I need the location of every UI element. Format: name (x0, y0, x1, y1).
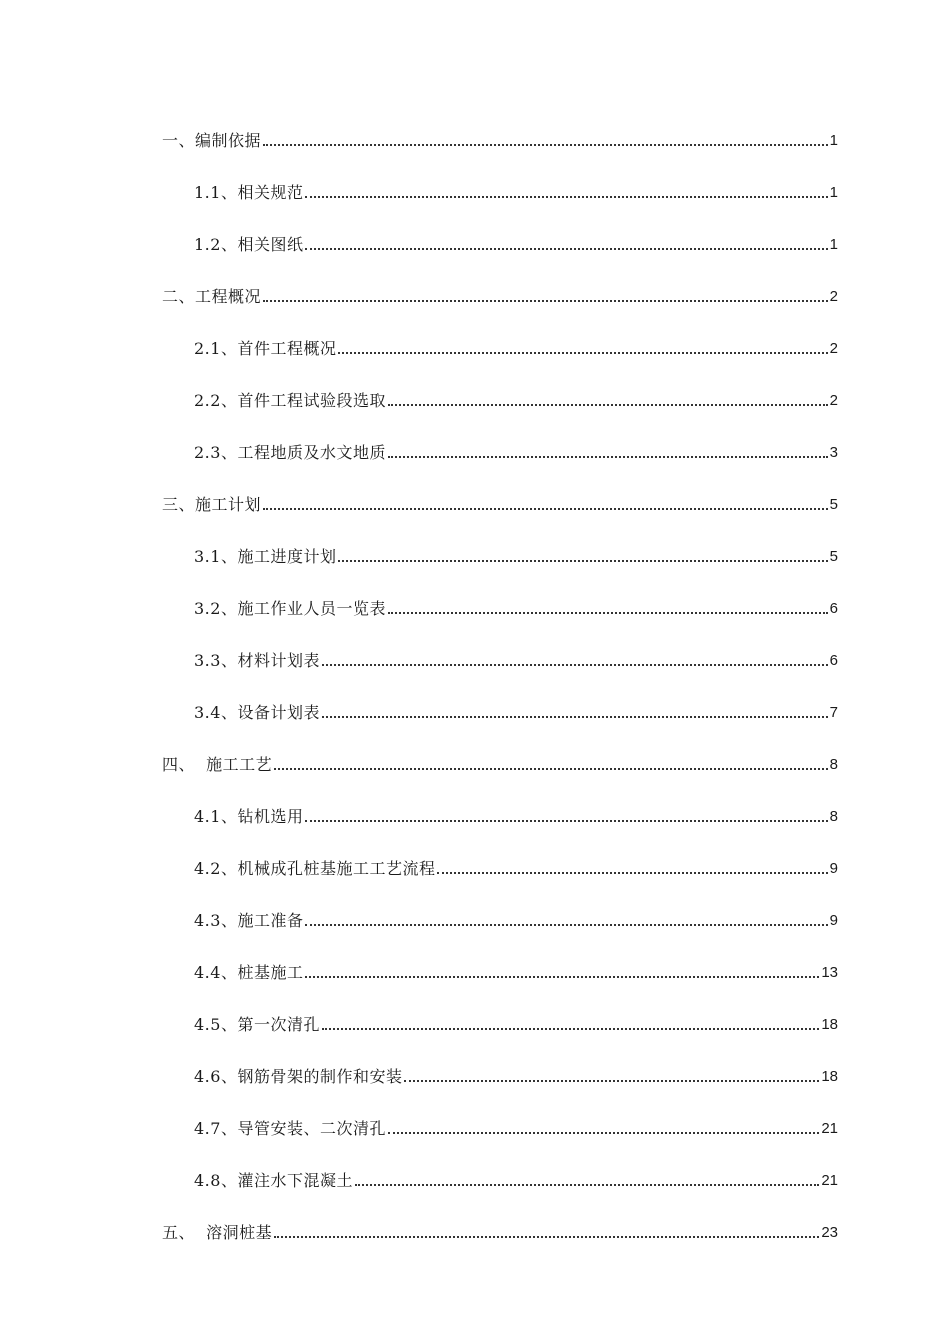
toc-page-number: 2 (829, 340, 838, 357)
toc-entry[interactable] (162, 940, 838, 992)
toc-page-number: 21 (821, 1172, 838, 1189)
toc-entry[interactable] (162, 576, 838, 628)
toc-entry-label: 二、工程概况 (162, 287, 262, 306)
toc-entry[interactable] (162, 1148, 838, 1200)
toc-entry-label: 4.7、导管安装、二次清孔 (194, 1119, 386, 1138)
toc-dot-leader (388, 1132, 819, 1134)
toc-dot-leader (388, 612, 828, 614)
toc-dot-leader (305, 196, 827, 198)
toc-page-number: 5 (829, 548, 838, 565)
toc-dot-leader (388, 456, 828, 458)
toc-dot-leader (322, 664, 828, 666)
toc-entry[interactable] (162, 420, 838, 472)
toc-entry[interactable] (162, 212, 838, 264)
toc-page-number: 23 (821, 1224, 838, 1241)
toc-entry[interactable] (162, 524, 838, 576)
table-of-contents (162, 108, 838, 1252)
toc-entry-label: 4.6、钢筋骨架的制作和安装 (194, 1067, 403, 1086)
toc-page-number: 1 (829, 236, 838, 253)
toc-entry[interactable] (162, 1200, 838, 1252)
toc-entry-label: 2.3、工程地质及水文地质 (194, 443, 386, 462)
toc-page-number: 6 (829, 600, 838, 617)
toc-entry[interactable] (162, 1044, 838, 1096)
toc-entry-label: 四、 施工工艺 (162, 755, 273, 774)
toc-dot-leader (263, 144, 828, 146)
toc-dot-leader (305, 976, 819, 978)
toc-entry-label: 1.2、相关图纸 (194, 235, 304, 254)
toc-page-number: 7 (829, 704, 838, 721)
toc-dot-leader (305, 924, 827, 926)
toc-entry-label: 1.1、相关规范 (194, 183, 304, 202)
toc-entry[interactable] (162, 732, 838, 784)
toc-page-number: 9 (829, 912, 838, 929)
toc-entry[interactable] (162, 264, 838, 316)
toc-page-number: 3 (829, 444, 838, 461)
toc-entry[interactable] (162, 888, 838, 940)
toc-dot-leader (338, 352, 827, 354)
toc-page-number: 8 (829, 756, 838, 773)
toc-entry-label: 3.4、设备计划表 (194, 703, 320, 722)
toc-page-number: 21 (821, 1120, 838, 1137)
toc-entry[interactable] (162, 992, 838, 1044)
toc-entry-label: 一、编制依据 (162, 131, 262, 150)
toc-dot-leader (263, 300, 828, 302)
toc-entry[interactable] (162, 472, 838, 524)
toc-page-number: 5 (829, 496, 838, 513)
toc-entry-label: 4.8、灌注水下混凝土 (194, 1171, 353, 1190)
toc-dot-leader (437, 872, 827, 874)
toc-page-number: 8 (829, 808, 838, 825)
toc-page-number: 13 (821, 964, 838, 981)
toc-entry[interactable] (162, 628, 838, 680)
toc-entry-label: 五、 溶洞桩基 (162, 1223, 273, 1242)
toc-entry[interactable] (162, 108, 838, 160)
toc-dot-leader (274, 768, 827, 770)
toc-page-number: 18 (821, 1068, 838, 1085)
toc-dot-leader (263, 508, 828, 510)
toc-dot-leader (305, 820, 827, 822)
toc-dot-leader (274, 1236, 819, 1238)
toc-entry[interactable] (162, 784, 838, 836)
toc-dot-leader (305, 248, 827, 250)
toc-entry-label: 3.3、材料计划表 (194, 651, 320, 670)
toc-dot-leader (322, 1028, 819, 1030)
toc-page-number: 9 (829, 860, 838, 877)
toc-entry-label: 2.1、首件工程概况 (194, 339, 337, 358)
toc-entry-label: 4.4、桩基施工 (194, 963, 304, 982)
toc-entry-label: 三、施工计划 (162, 495, 262, 514)
toc-page-number: 2 (829, 288, 838, 305)
toc-entry[interactable] (162, 1096, 838, 1148)
toc-dot-leader (355, 1184, 819, 1186)
toc-entry[interactable] (162, 368, 838, 420)
toc-page-number: 1 (829, 184, 838, 201)
toc-page-number: 2 (829, 392, 838, 409)
toc-entry[interactable] (162, 680, 838, 732)
toc-entry-label: 3.2、施工作业人员一览表 (194, 599, 386, 618)
toc-entry-label: 4.5、第一次清孔 (194, 1015, 320, 1034)
toc-entry[interactable] (162, 160, 838, 212)
toc-page-number: 1 (829, 132, 838, 149)
toc-dot-leader (404, 1080, 819, 1082)
toc-entry-label: 4.3、施工准备 (194, 911, 304, 930)
toc-dot-leader (322, 716, 828, 718)
toc-page-number: 18 (821, 1016, 838, 1033)
toc-entry[interactable] (162, 836, 838, 888)
toc-entry-label: 4.2、机械成孔桩基施工工艺流程 (194, 859, 436, 878)
toc-entry-label: 2.2、首件工程试验段选取 (194, 391, 386, 410)
toc-entry-label: 3.1、施工进度计划 (194, 547, 337, 566)
toc-dot-leader (388, 404, 828, 406)
toc-entry[interactable] (162, 316, 838, 368)
toc-entry-label: 4.1、钻机选用 (194, 807, 304, 826)
toc-page-number: 6 (829, 652, 838, 669)
toc-dot-leader (338, 560, 827, 562)
